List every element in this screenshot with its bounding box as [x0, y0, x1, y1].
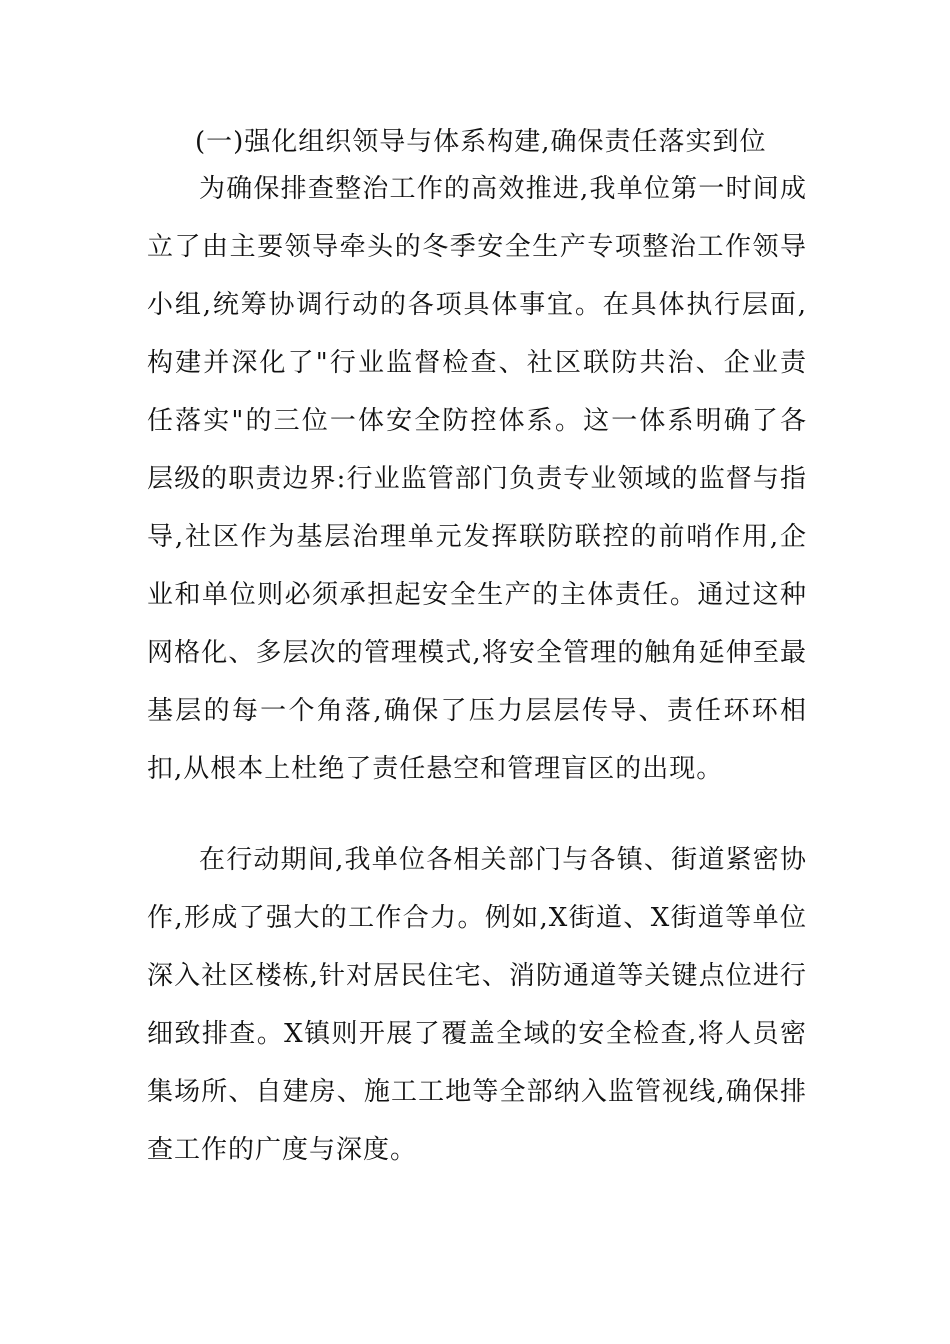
- section-heading: (一)强化组织领导与体系构建,确保责任落实到位: [195, 127, 767, 157]
- paragraph-coordination-actions: 在行动期间,我单位各相关部门与各镇、街道紧密协作,形成了强大的工作合力。例如,X街道、X街道等单位深入社区楼栋,针对居民住宅、消防通道等关键点位进行细致排查。X镇则开展了覆盖全域的安全检查,将人员密集场所、自建房、施工工地等全部纳入监管视线,确保排查工作的广度与深度。: [147, 845, 807, 1165]
- paragraph-leadership-system: 为确保排查整治工作的高效推进,我单位第一时间成立了由主要领导牵头的冬季安全生产专项整治工作领导小组,统筹协调行动的各项具体事宜。在具体执行层面,构建并深化了"行业监督检查、社区联防共治、企业责任落实"的三位一体安全防控体系。这一体系明确了各层级的职责边界:行业监管部门负责专业领域的监督与指导,社区作为基层治理单元发挥联防联控的前哨作用,企业和单位则必须承担起安全生产的主体责任。通过这种网格化、多层次的管理模式,将安全管理的触角延伸至最基层的每一个角落,确保了压力层层传导、责任环环相扣,从根本上杜绝了责任悬空和管理盲区的出现。: [147, 174, 807, 784]
